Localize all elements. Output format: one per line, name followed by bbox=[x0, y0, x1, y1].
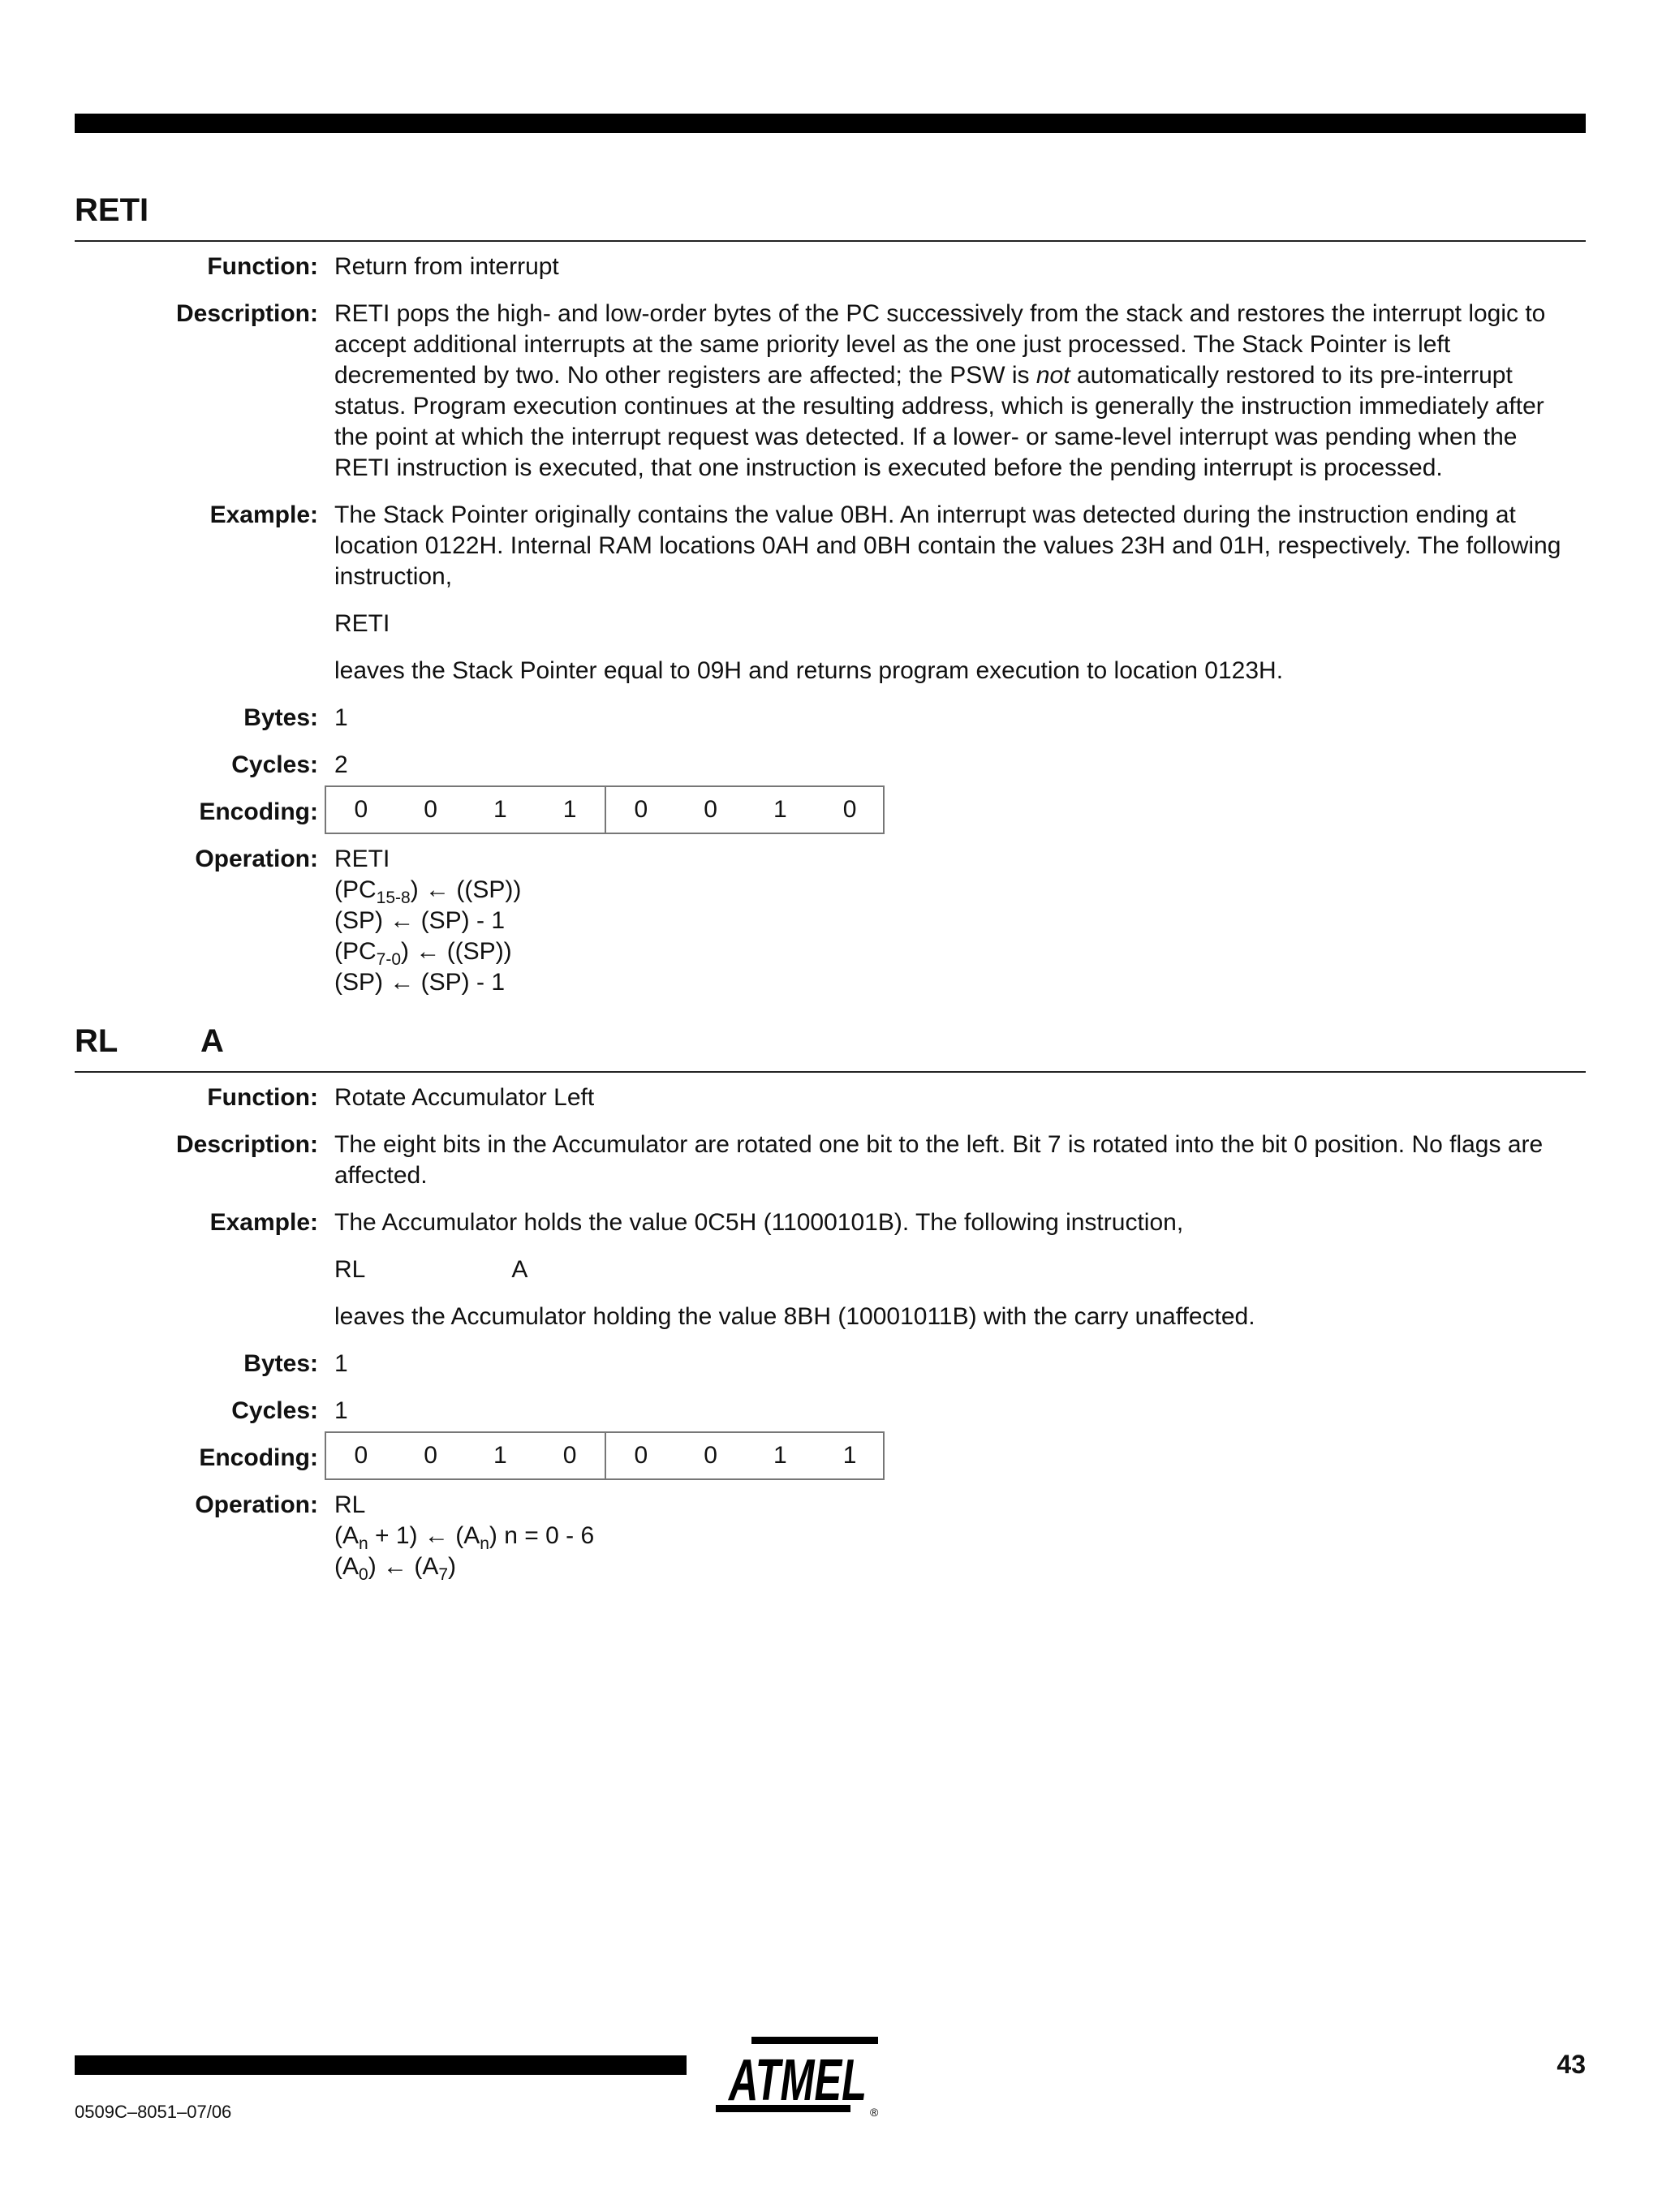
op-text: ) ← (A bbox=[368, 1553, 439, 1580]
reti-example-row bbox=[75, 500, 1586, 686]
op-text: ) ← ((SP)) bbox=[401, 938, 512, 965]
code-mnemonic: RL bbox=[334, 1256, 366, 1283]
operation-line: (SP) ← (SP) - 1 bbox=[334, 969, 506, 996]
reti-description-text-2: automatically restored to its pre-interrupt status. Program execution continues at the resulting address, which is generally the instruction immediately after the point at which the interrupt request was detected. If a lower- or same-level interrupt was pending when the RETI instruction is executed, that one instruction is executed before the pending interrupt is processed. bbox=[334, 362, 1544, 481]
reti-description bbox=[334, 299, 1576, 484]
rl-title-mnemonic: RL bbox=[75, 1023, 118, 1059]
encoding-bit: 1 bbox=[562, 796, 577, 823]
encoding-bit: 0 bbox=[424, 796, 437, 823]
bytes-label: Bytes: bbox=[243, 704, 318, 731]
operation-label: Operation: bbox=[195, 1491, 318, 1518]
reti-operation bbox=[334, 844, 1576, 998]
reti-title-text: RETI bbox=[75, 192, 149, 228]
reti-example-code: RETI bbox=[334, 610, 390, 637]
op-text: ) ← ((SP)) bbox=[410, 876, 522, 903]
rl-operation bbox=[334, 1490, 1576, 1582]
rl-example bbox=[334, 1207, 1576, 1332]
document-number: 0509C–8051–07/06 bbox=[75, 2102, 232, 2122]
rl-cycles-row bbox=[75, 1396, 1586, 1427]
op-text: (PC bbox=[334, 938, 377, 965]
registered-mark: ® bbox=[870, 2106, 879, 2119]
reti-function-row bbox=[75, 252, 1586, 282]
rl-cycles: 1 bbox=[334, 1397, 348, 1424]
rl-example-row bbox=[75, 1207, 1586, 1332]
op-subscript: 15-8 bbox=[376, 889, 411, 907]
operation-line bbox=[334, 936, 1576, 967]
op-subscript: n bbox=[359, 1534, 368, 1553]
encoding-high-nibble bbox=[326, 1433, 605, 1478]
encoding-bit: 0 bbox=[354, 1442, 368, 1469]
encoding-low-nibble bbox=[605, 787, 885, 833]
rl-bytes-row bbox=[75, 1349, 1586, 1379]
op-subscript: 7 bbox=[438, 1565, 449, 1584]
cycles-label: Cycles: bbox=[231, 1397, 318, 1424]
encoding-bit: 0 bbox=[704, 796, 717, 823]
rl-bytes: 1 bbox=[334, 1350, 348, 1377]
reti-encoding-wrap bbox=[334, 785, 1576, 834]
rl-example-code bbox=[334, 1254, 1576, 1285]
reti-example-result: leaves the Stack Pointer equal to 09H and returns program execution to location 0123H. bbox=[334, 657, 1284, 684]
logo-wordmark: ATMEL bbox=[727, 2048, 867, 2113]
encoding-bit: 0 bbox=[424, 1442, 437, 1469]
rl-encoding-row bbox=[75, 1431, 1586, 1480]
op-text: (PC bbox=[334, 876, 377, 903]
rl-example-result: leaves the Accumulator holding the value 8BH (10001011B) with the carry unaffected. bbox=[334, 1303, 1255, 1330]
example-label: Example: bbox=[209, 1209, 318, 1236]
rl-title-operand: A bbox=[200, 1023, 224, 1059]
operation-line: RETI bbox=[334, 846, 390, 872]
rl-title bbox=[75, 1022, 1586, 1060]
rl-section bbox=[75, 1022, 1586, 1582]
encoding-bit: 1 bbox=[842, 1442, 857, 1469]
encoding-high-nibble bbox=[326, 787, 605, 833]
reti-example-text: The Stack Pointer originally contains the value 0BH. An interrupt was detected during the instruction ending at location 0122H. Internal RAM locations 0AH and 0BH contain the values 23H and 01H, respectively. The following instruction, bbox=[334, 501, 1561, 590]
op-text: + 1) ← (A bbox=[368, 1522, 480, 1549]
reti-bytes-row bbox=[75, 703, 1586, 734]
rl-description-row bbox=[75, 1130, 1586, 1191]
reti-description-emphasis: not bbox=[1036, 362, 1070, 389]
operation-line bbox=[334, 1521, 1576, 1551]
reti-description-row bbox=[75, 299, 1586, 484]
description-label: Description: bbox=[175, 300, 318, 327]
op-text: ) bbox=[448, 1553, 457, 1580]
code-operand: A bbox=[511, 1256, 528, 1283]
encoding-label: Encoding: bbox=[199, 798, 318, 825]
operation-line bbox=[334, 1551, 1576, 1582]
operation-line: (SP) ← (SP) - 1 bbox=[334, 907, 506, 934]
reti-encoding-row bbox=[75, 785, 1586, 834]
rl-function: Rotate Accumulator Left bbox=[334, 1084, 595, 1111]
rl-function-row bbox=[75, 1082, 1586, 1113]
encoding-bit: 0 bbox=[842, 796, 857, 823]
reti-encoding-box bbox=[325, 785, 885, 834]
reti-cycles: 2 bbox=[334, 751, 348, 778]
page-number: 43 bbox=[1557, 2050, 1586, 2079]
op-subscript: n bbox=[480, 1534, 489, 1553]
rl-example-text: The Accumulator holds the value 0C5H (11000101B). The following instruction, bbox=[334, 1209, 1184, 1236]
reti-operation-row bbox=[75, 844, 1586, 998]
rl-encoding-wrap bbox=[334, 1431, 1576, 1480]
reti-cycles-row bbox=[75, 750, 1586, 781]
reti-example bbox=[334, 500, 1576, 686]
reti-description-text: RETI pops the high- and low-order bytes of the PC successively from the stack and restores the interrupt logic to accept additional interrupts at the same priority level as the one just processed. The Stack Pointer is left decremented by two. No other registers are affected; the PSW is bbox=[334, 300, 1546, 389]
encoding-bit: 1 bbox=[773, 1442, 787, 1469]
encoding-bit: 0 bbox=[634, 1442, 648, 1469]
bytes-label: Bytes: bbox=[243, 1350, 318, 1377]
operation-line: RL bbox=[334, 1491, 366, 1518]
encoding-bit: 0 bbox=[634, 796, 648, 823]
reti-section bbox=[75, 192, 1586, 998]
reti-function: Return from interrupt bbox=[334, 253, 559, 280]
function-label: Function: bbox=[207, 1084, 318, 1111]
reti-title-rule bbox=[75, 240, 1586, 242]
reti-title bbox=[75, 192, 1586, 229]
header-rule bbox=[75, 114, 1586, 133]
atmel-logo-icon bbox=[711, 2032, 889, 2121]
rl-encoding-box bbox=[325, 1431, 885, 1480]
operation-line bbox=[334, 875, 1576, 906]
encoding-bit: 0 bbox=[354, 796, 368, 823]
description-label: Description: bbox=[175, 1131, 318, 1158]
op-subscript: 7-0 bbox=[376, 950, 402, 969]
reti-bytes: 1 bbox=[334, 704, 348, 731]
encoding-bit: 0 bbox=[562, 1442, 577, 1469]
cycles-label: Cycles: bbox=[231, 751, 318, 778]
operation-label: Operation: bbox=[195, 846, 318, 872]
encoding-bit: 1 bbox=[493, 1442, 507, 1469]
rl-operation-row bbox=[75, 1490, 1586, 1582]
encoding-bit: 1 bbox=[773, 796, 787, 823]
encoding-bit: 1 bbox=[493, 796, 507, 823]
rl-title-rule bbox=[75, 1071, 1586, 1073]
op-text: (A bbox=[334, 1553, 359, 1580]
op-text: ) n = 0 - 6 bbox=[489, 1522, 595, 1549]
op-subscript: 0 bbox=[359, 1565, 368, 1584]
rl-description: The eight bits in the Accumulator are rotated one bit to the left. Bit 7 is rotated into the bit 0 position. No flags are affected. bbox=[334, 1131, 1544, 1189]
op-text: (A bbox=[334, 1522, 359, 1549]
encoding-label: Encoding: bbox=[199, 1444, 318, 1471]
encoding-low-nibble bbox=[605, 1433, 885, 1478]
footer-rule bbox=[75, 2055, 687, 2075]
function-label: Function: bbox=[207, 253, 318, 280]
example-label: Example: bbox=[209, 501, 318, 528]
encoding-bit: 0 bbox=[704, 1442, 717, 1469]
